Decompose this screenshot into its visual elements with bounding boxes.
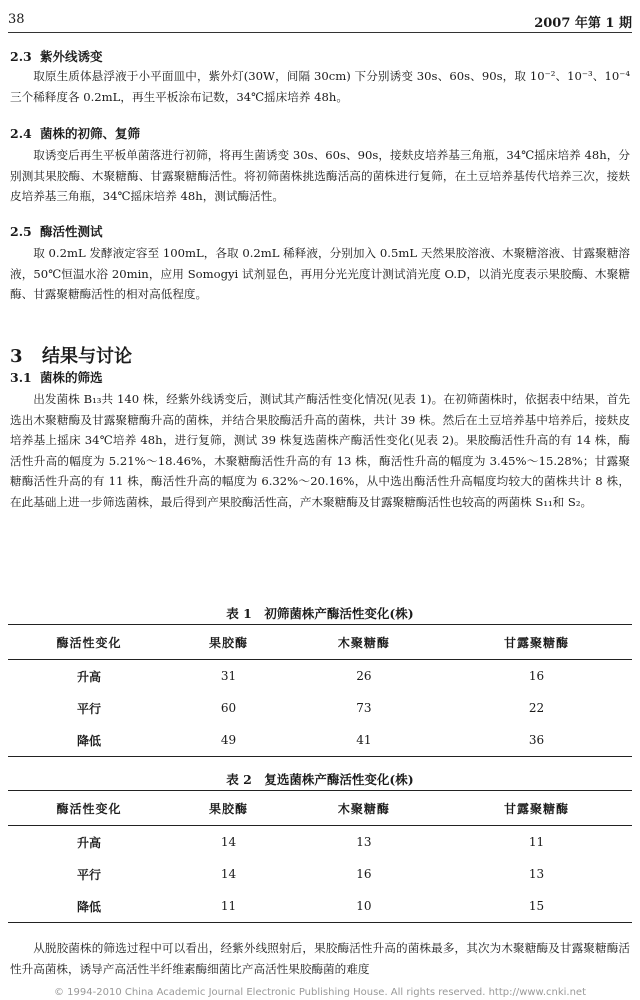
row-label: 降低 bbox=[8, 890, 170, 923]
section-3-1-heading bbox=[10, 368, 103, 386]
table-2 bbox=[8, 790, 632, 923]
row-label: 升高 bbox=[76, 835, 101, 850]
row-label: 降低 bbox=[8, 724, 170, 757]
table-row bbox=[8, 660, 632, 693]
section-3-1-body: 出发菌株 B₁₃共 140 株，经紫外线诱变后，测试其产酶活性变化情况(见表 1)。在初筛菌株时，依据表中结果，首先选出木聚糖酶及甘露聚糖酶升高的菌株，并结合果胶酶活升高的菌株，共计 39 株。然后在土豆培养基中培养后，接麸皮培养基上摇床 34℃培养 48h，进行复筛，测试 39 株复选菌株产酶活性变化(见表 2)。果胶酶活性升高的有 14 株，酶活性升高的幅度为 5.21%～18.46%，木聚糖酶活性升高的有 13 株，酶活性升高的幅度为 3.45%～15.28%；甘露聚糖酶活性升高的有 11 株，酶活性升高的幅度为 6.32%～20.16%，从中选出酶活性升高幅度均较大的菌株共计 8 株，在此基础上进一步筛选菌株，最后得到产果胶酶活性高，产木聚糖酶及甘露聚糖酶活性也较高的两菌株 S₁₁和 S₂。 bbox=[10, 392, 630, 509]
column-header: 果胶酶 bbox=[170, 791, 287, 826]
table-row bbox=[8, 826, 632, 859]
table-cell: 49 bbox=[170, 724, 287, 757]
copyright-footer: © 1994-2010 China Academic Journal Electronic Publishing House. All rights reserved. http://www.cnki.net bbox=[54, 987, 586, 998]
section-number: 2.3 bbox=[10, 49, 32, 64]
section-2-5-body: 取 0.2mL 发酵液定容至 100mL，各取 0.2mL 稀释液，分别加入 0.5mL 天然果胶溶液、木聚糖溶液、甘露聚糖溶液，50℃恒温水浴 20min，应用 Somogyi 试剂显色，再用分光光度计测试消光度 O.D，以消光度表示果胶酶、木聚糖酶、甘露聚糖酶活性的相对高低程度。 bbox=[10, 246, 630, 302]
section-title: 菌株的初筛、复筛 bbox=[40, 126, 141, 141]
table-cell: 36 bbox=[441, 724, 632, 757]
table-1-caption: 表 1 初筛菌株产酶活性变化(株) bbox=[226, 606, 414, 621]
section-2-3-heading bbox=[10, 47, 103, 65]
section-title: 紫外线诱变 bbox=[40, 49, 103, 64]
table-header-row bbox=[8, 791, 632, 826]
section-title: 酶活性测试 bbox=[40, 224, 103, 239]
section-3-heading bbox=[10, 342, 132, 368]
table-cell: 11 bbox=[528, 835, 545, 849]
closing-paragraph: 从脱胶菌株的筛选过程中可以看出，经紫外线照射后，果胶酶活性升高的菌株最多，其次为木聚糖酶及甘露聚糖酶活性升高菌株，诱导产高活性半纤维素酶细菌比产高活性果胶酶菌的难度 bbox=[10, 941, 630, 976]
table-row bbox=[8, 724, 632, 757]
section-number: 2.4 bbox=[10, 126, 32, 141]
table-cell: 41 bbox=[287, 724, 441, 757]
section-title: 菌株的筛选 bbox=[40, 370, 103, 385]
page-number: 38 bbox=[8, 12, 25, 27]
column-header: 木聚糖酶 bbox=[287, 791, 441, 826]
row-label: 平行 bbox=[76, 701, 101, 716]
section-number: 3.1 bbox=[10, 370, 32, 385]
table-header-row bbox=[8, 625, 632, 660]
table-cell: 16 bbox=[528, 669, 545, 683]
section-title: 结果与讨论 bbox=[42, 346, 132, 367]
table-row bbox=[8, 890, 632, 923]
column-header: 酶活性变化 bbox=[8, 625, 170, 660]
column-header: 甘露聚糖酶 bbox=[441, 625, 632, 660]
running-header bbox=[8, 10, 632, 33]
table-cell: 15 bbox=[441, 890, 632, 923]
column-header: 木聚糖酶 bbox=[287, 625, 441, 660]
table-cell: 13 bbox=[356, 835, 372, 849]
table-cell: 14 bbox=[220, 867, 237, 881]
table-cell: 31 bbox=[220, 669, 237, 683]
section-2-5-heading bbox=[10, 222, 103, 240]
column-header: 果胶酶 bbox=[170, 625, 287, 660]
column-header: 酶活性变化 bbox=[8, 791, 170, 826]
table-1 bbox=[8, 624, 632, 757]
row-label: 升高 bbox=[76, 669, 101, 684]
column-header: 甘露聚糖酶 bbox=[441, 791, 632, 826]
journal-issue: 2007 年第 1 期 bbox=[534, 16, 632, 31]
section-number: 3 bbox=[10, 346, 23, 367]
table-cell: 10 bbox=[287, 890, 441, 923]
row-label: 平行 bbox=[76, 867, 101, 882]
table-cell: 73 bbox=[356, 701, 372, 715]
table-cell: 11 bbox=[170, 890, 287, 923]
table-cell: 60 bbox=[220, 701, 237, 715]
table-cell: 13 bbox=[528, 867, 545, 881]
section-2-3-body: 取原生质体悬浮液于小平面皿中，紫外灯(30W，间隔 30cm) 下分别诱变 30s、60s、90s，取 10⁻²、10⁻³、10⁻⁴三个稀释度各 0.2mL，再生平板涂布记数，34℃摇床培养 48h。 bbox=[10, 69, 630, 104]
table-cell: 22 bbox=[528, 701, 545, 715]
table-2-caption: 表 2 复选菌株产酶活性变化(株) bbox=[226, 772, 414, 787]
table-row bbox=[8, 692, 632, 724]
section-number: 2.5 bbox=[10, 224, 32, 239]
table-cell: 16 bbox=[356, 867, 372, 881]
table-cell: 26 bbox=[356, 669, 372, 683]
section-2-4-body: 取诱变后再生平板单菌落进行初筛，将再生菌诱变 30s、60s、90s，接麸皮培养基三角瓶，34℃摇床培养 48h，分别测其果胶酶、木聚糖酶、甘露聚糖酶活性。将初筛菌株挑选酶活高的菌株进行复筛，在土豆培养基传代培养三次，接麸皮培养基三角瓶，34℃摇床培养 48h，测试酶活性。 bbox=[10, 148, 630, 204]
section-2-4-heading bbox=[10, 124, 140, 142]
table-row bbox=[8, 858, 632, 890]
table-cell: 14 bbox=[220, 835, 237, 849]
